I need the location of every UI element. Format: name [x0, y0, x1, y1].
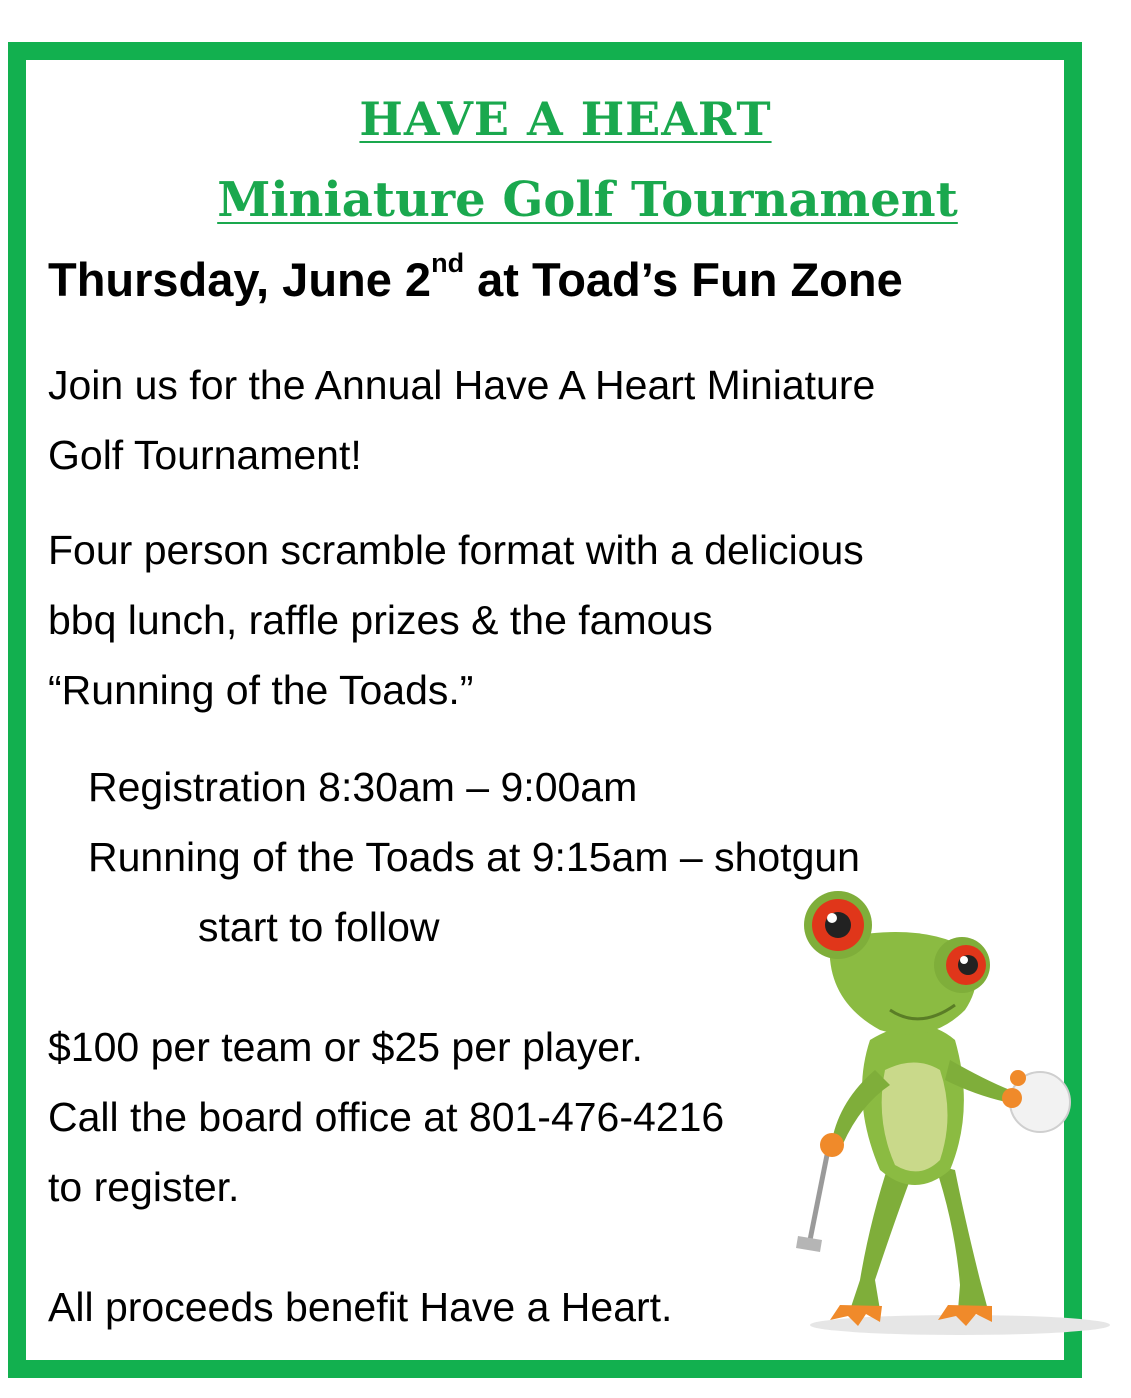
running-time-line-1: Running of the Toads at 9:15am – shotgun	[88, 834, 860, 880]
pricing-line-2: Call the board office at 801-476-4216	[48, 1094, 725, 1140]
registration-time: Registration 8:30am – 9:00am	[88, 764, 638, 810]
event-date-heading	[48, 248, 903, 307]
pricing-line-1: $100 per team or $25 per player.	[48, 1024, 643, 1070]
pricing-line-3: to register.	[48, 1164, 240, 1210]
proceeds-footer: All proceeds benefit Have a Heart.	[48, 1284, 673, 1330]
title-miniature-golf: Miniature Golf Tournament	[217, 172, 958, 228]
format-line-3: “Running of the Toads.”	[48, 667, 474, 713]
frog-golfer-icon	[770, 880, 1120, 1340]
heading-date: Thursday, June 2	[48, 253, 432, 306]
heading-location: at Toad’s Fun Zone	[464, 253, 903, 306]
format-line-1: Four person scramble format with a delicious	[48, 527, 864, 573]
intro-line-1: Join us for the Annual Have A Heart Miniature	[48, 362, 876, 408]
format-line-2: bbq lunch, raffle prizes & the famous	[48, 597, 713, 643]
title-have-a-heart: HAVE A HEART	[359, 92, 772, 146]
intro-line-2: Golf Tournament!	[48, 432, 362, 478]
running-time-line-2: start to follow	[198, 904, 440, 950]
heading-ordinal: nd	[431, 248, 465, 278]
